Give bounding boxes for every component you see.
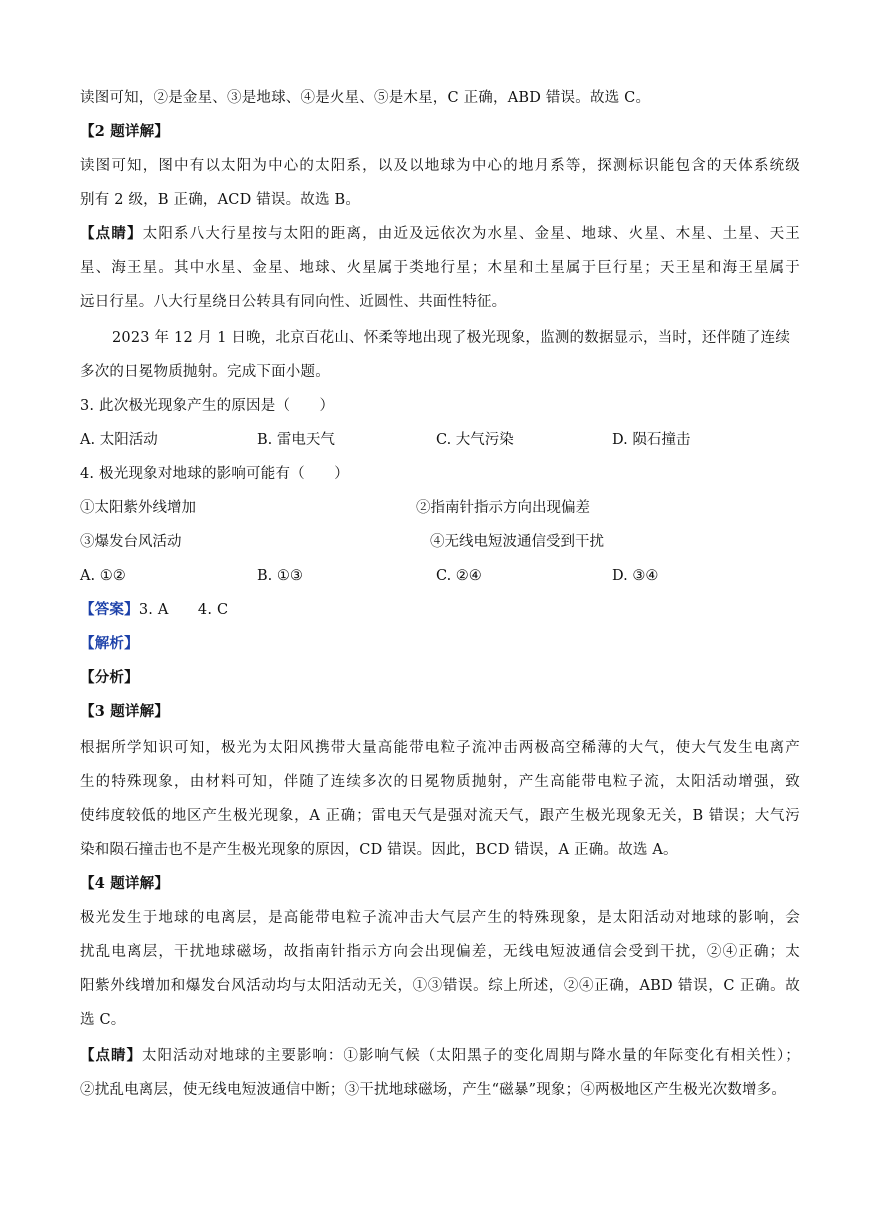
text-line: 读图可知，图中有以太阳为中心的太阳系，以及以地球为中心的地月系等，探测标识能包含的天体系统级	[80, 158, 800, 174]
text-line: 极光发生于地球的电离层，是高能带电粒子流冲击大气层产生的特殊现象，是太阳活动对地球的影响，会	[80, 910, 800, 926]
tip-label: 【点睛】	[80, 1047, 142, 1064]
tip-paragraph-line	[80, 224, 800, 244]
answer-value: 3. A 4. C	[138, 602, 229, 618]
q4-item-3: ③爆发台风活动	[80, 534, 182, 550]
q4-option-b: B. ①③	[257, 568, 303, 584]
tip-text: 太阳活动对地球的主要影响：①影响气候（太阳黑子的变化周期与降水量的年际变化有相关性）；	[141, 1048, 800, 1064]
question-3: 3. 此次极光现象产生的原因是（ ）	[80, 398, 335, 414]
q4-option-a: A. ①②	[80, 568, 126, 584]
q3-option-b: B. 雷电天气	[257, 432, 335, 448]
q3-option-a: A. 太阳活动	[80, 432, 158, 448]
text-line: 远日行星。八大行星绕日公转具有同向性、近圆性、共面性特征。	[80, 294, 507, 310]
text-line: ②扰乱电离层，使无线电短波通信中断；③干扰地球磁场，产生“磁暴”现象；④两极地区产生极光次数增多。	[80, 1082, 787, 1098]
answer-label: 【答案】	[80, 601, 139, 618]
text-line: 染和陨石撞击也不是产生极光现象的原因，CD 错误。因此，BCD 错误，A 正确。故选 A。	[80, 842, 678, 858]
question-4: 4. 极光现象对地球的影响可能有（ ）	[80, 466, 349, 482]
material-line: 多次的日冕物质抛射。完成下面小题。	[80, 364, 330, 380]
q3-option-d: D. 陨石撞击	[612, 432, 691, 448]
text-line: 读图可知，②是金星、③是地球、④是火星、⑤是木星，C 正确，ABD 错误。故选 C。	[80, 90, 651, 106]
text-line: 选 C。	[80, 1012, 126, 1028]
text-line: 星、海王星。其中水星、金星、地球、火星属于类地行星；木星和土星属于巨行星；天王星和海王星属于	[80, 260, 800, 276]
section-heading: 【4 题详解】	[80, 875, 170, 892]
analysis-label: 【解析】	[80, 635, 139, 652]
material-line: 2023 年 12 月 1 日晚，北京百花山、怀柔等地出现了极光现象，监测的数据显示，当时，还伴随了连续	[112, 330, 791, 346]
section-heading: 【2 题详解】	[80, 123, 170, 140]
tip-paragraph-line	[80, 1046, 800, 1066]
text-line: 使纬度较低的地区产生极光现象，A 正确；雷电天气是强对流天气，跟产生极光现象无关，B 错误；大气污	[80, 808, 800, 824]
q4-option-d: D. ③④	[612, 568, 659, 584]
text-line: 扰乱电离层，干扰地球磁场，故指南针指示方向会出现偏差，无线电短波通信会受到干扰，②④正确；太	[80, 944, 800, 960]
text-line: 生的特殊现象，由材料可知，伴随了连续多次的日冕物质抛射，产生高能带电粒子流，太阳活动增强，致	[80, 774, 800, 790]
text-line: 太阳系八大行星按与太阳的距离，由近及远依次为水星、金星、地球、火星、木星、土星、天王	[142, 226, 800, 242]
q3-option-c: C. 大气污染	[436, 432, 514, 448]
q4-option-c: C. ②④	[436, 568, 482, 584]
analysis-subheading: 【分析】	[80, 669, 139, 686]
q4-item-4: ④无线电短波通信受到干扰	[430, 534, 604, 550]
q4-item-2: ②指南针指示方向出现偏差	[416, 500, 590, 516]
text-line: 别有 2 级，B 正确，ACD 错误。故选 B。	[80, 192, 361, 208]
q4-item-1: ①太阳紫外线增加	[80, 500, 196, 516]
answer-line	[80, 600, 800, 620]
tip-label: 【点睛】	[80, 225, 143, 242]
section-heading: 【3 题详解】	[80, 703, 170, 720]
text-line: 根据所学知识可知，极光为太阳风携带大量高能带电粒子流冲击两极高空稀薄的大气，使大气发生电离产	[80, 740, 800, 756]
text-line: 阳紫外线增加和爆发台风活动均与太阳活动无关，①③错误。综上所述，②④正确，ABD 错误，C 正确。故	[80, 978, 800, 994]
